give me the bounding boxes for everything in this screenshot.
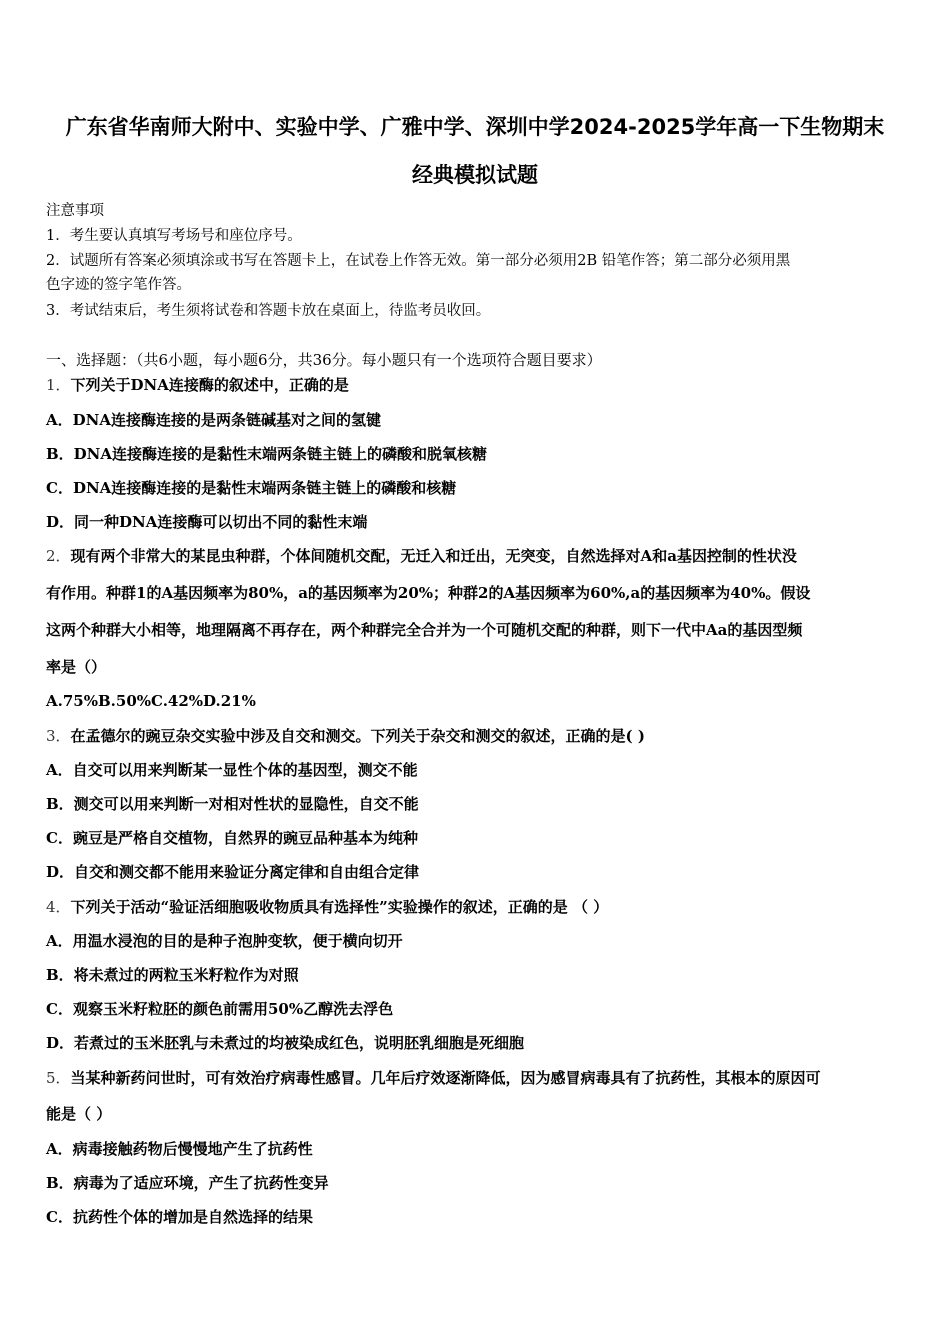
question-number: 3．	[46, 727, 71, 745]
notes-item: 3．考试结束后，考生须将试卷和答题卡放在桌面上，待监考员收回。	[46, 303, 491, 319]
question-1-stem	[46, 374, 906, 396]
question-text: 在孟德尔的豌豆杂交实验中涉及自交和测交。下列关于杂交和测交的叙述，正确的是( )	[70, 727, 645, 745]
question-number: 4．	[46, 898, 71, 916]
question-4-option-c: C．观察玉米籽粒胚的颜色前需用50%乙醇洗去浮色	[46, 1000, 394, 1018]
notes-item: 色字迹的签字笔作答。	[46, 277, 191, 293]
notes-heading: 注意事项	[46, 203, 104, 219]
question-text: 当某种新药问世时，可有效治疗病毒性感冒。几年后疗效逐渐降低，因为感冒病毒具有了抗药性，其根本的原因可	[70, 1069, 821, 1087]
question-3-option-b: B．测交可以用来判断一对相对性状的显隐性，自交不能	[46, 795, 419, 813]
notes-item: 1．考生要认真填写考场号和座位序号。	[46, 228, 302, 244]
question-1-option-c: C．DNA连接酶连接的是黏性末端两条链主链上的磷酸和核糖	[46, 479, 457, 497]
question-4-option-b: B．将未煮过的两粒玉米籽粒作为对照	[46, 966, 299, 984]
question-4-option-a: A．用温水浸泡的目的是种子泡肿变软，便于横向切开	[46, 932, 403, 950]
question-5-option-a: A．病毒接触药物后慢慢地产生了抗药性	[46, 1140, 313, 1158]
question-text: 现有两个非常大的某昆虫种群，个体间随机交配，无迁入和迁出，无突变，自然选择对A和a基因控制的性状没	[70, 547, 797, 565]
question-2-stem-line: 有作用。种群1的A基因频率为80%，a的基因频率为20%；种群2的A基因频率为60%,a的基因频率为40%。假设	[46, 584, 811, 602]
question-5-option-c: C．抗药性个体的增加是自然选择的结果	[46, 1208, 313, 1226]
question-3-option-c: C．豌豆是严格自交植物，自然界的豌豆品种基本为纯种	[46, 829, 418, 847]
question-3-option-d: D．自交和测交都不能用来验证分离定律和自由组合定律	[46, 863, 420, 881]
exam-title-line-1: 广东省华南师大附中、实验中学、广雅中学、深圳中学2024-2025学年高一下生物期末	[65, 115, 885, 139]
question-4-option-d: D．若煮过的玉米胚乳与未煮过的均被染成红色，说明胚乳细胞是死细胞	[46, 1034, 525, 1052]
question-text: 下列关于活动“验证活细胞吸收物质具有选择性”实验操作的叙述，正确的是 （ ）	[70, 898, 609, 916]
question-number: 2．	[46, 547, 71, 565]
question-4-stem	[46, 896, 906, 918]
exam-title-line-2: 经典模拟试题	[412, 163, 538, 187]
question-2-stem-line: 这两个种群大小相等，地理隔离不再存在，两个种群完全合并为一个可随机交配的种群，则下一代中Aa的基因型频	[46, 621, 803, 639]
question-3-option-a: A．自交可以用来判断某一显性个体的基因型，测交不能	[46, 761, 418, 779]
question-text: 下列关于DNA连接酶的叙述中，正确的是	[70, 376, 349, 394]
question-1-option-a: A．DNA连接酶连接的是两条链碱基对之间的氢键	[46, 411, 381, 429]
question-3-stem	[46, 725, 906, 747]
question-1-option-b: B．DNA连接酶连接的是黏性末端两条链主链上的磷酸和脱氧核糖	[46, 445, 488, 463]
question-number: 1．	[46, 376, 71, 394]
question-1-option-d: D．同一种DNA连接酶可以切出不同的黏性末端	[46, 513, 368, 531]
question-2-stem-line: 率是（）	[46, 658, 107, 676]
question-number: 5．	[46, 1069, 71, 1087]
question-5-stem	[46, 1067, 906, 1089]
question-2-stem	[46, 545, 906, 567]
notes-item: 2．试题所有答案必须填涂或书写在答题卡上，在试卷上作答无效。第一部分必须用2B 铅笔作答；第二部分必须用黑	[46, 253, 791, 269]
question-5-option-b: B．病毒为了适应环境，产生了抗药性变异	[46, 1174, 329, 1192]
section-heading: 一、选择题：（共6小题，每小题6分，共36分。每小题只有一个选项符合题目要求）	[46, 351, 602, 369]
question-2-options: A.75%B.50%C.42%D.21%	[46, 692, 256, 710]
question-5-stem-line: 能是（ ）	[46, 1105, 112, 1123]
